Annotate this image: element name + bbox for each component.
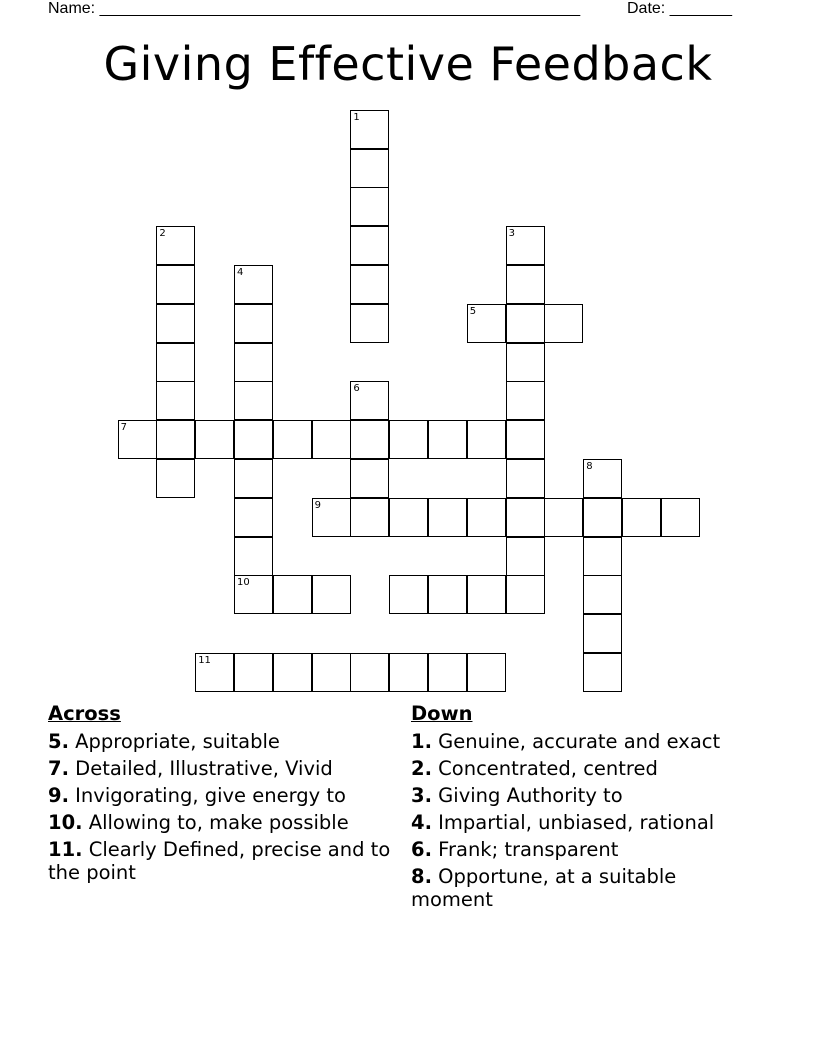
crossword-cell[interactable] <box>350 653 389 692</box>
clue-text: Opportune, at a suitable moment <box>411 865 677 911</box>
crossword-cell[interactable] <box>506 537 545 576</box>
crossword-cell[interactable] <box>467 653 506 692</box>
clue-text: Frank; transparent <box>431 838 619 861</box>
crossword-cell[interactable] <box>350 265 389 304</box>
cell-number: 11 <box>198 655 211 666</box>
clue-number: 3. <box>411 784 432 807</box>
crossword-cell[interactable] <box>544 498 583 537</box>
cell-number: 1 <box>353 111 360 123</box>
crossword-cell[interactable] <box>389 653 428 692</box>
crossword-cell[interactable] <box>389 420 428 459</box>
crossword-cell[interactable] <box>273 575 312 614</box>
crossword-cell[interactable] <box>350 110 389 149</box>
crossword-cell[interactable] <box>583 653 622 692</box>
clue-number: 5. <box>48 730 69 753</box>
crossword-cell[interactable] <box>506 226 545 265</box>
clue-down-1 <box>411 730 756 753</box>
crossword-cell[interactable] <box>428 575 467 614</box>
crossword-cell[interactable] <box>350 149 389 188</box>
crossword-cell[interactable] <box>312 498 351 537</box>
cell-number: 5 <box>469 305 477 317</box>
clue-down-3 <box>411 784 756 807</box>
cell-number: 9 <box>314 499 321 511</box>
date-line: Date: _______ <box>627 0 732 17</box>
crossword-cell[interactable] <box>350 226 389 265</box>
crossword-cell[interactable] <box>273 653 312 692</box>
crossword-cell[interactable] <box>312 575 351 614</box>
clue-number: 4. <box>411 811 432 834</box>
crossword-cell[interactable] <box>506 304 545 343</box>
crossword-cell[interactable] <box>156 343 195 382</box>
clue-number: 6. <box>411 838 432 861</box>
crossword-cell[interactable] <box>234 653 273 692</box>
clue-text: Appropriate, suitable <box>68 730 280 753</box>
crossword-cell[interactable] <box>428 498 467 537</box>
clue-text: Concentrated, centred <box>431 757 658 780</box>
clue-text: Detailed, Illustrative, Vivid <box>68 757 333 780</box>
crossword-cell[interactable] <box>350 459 389 498</box>
crossword-cell[interactable] <box>506 381 545 420</box>
crossword-cell[interactable] <box>661 498 700 537</box>
clue-down-8 <box>411 865 756 911</box>
crossword-cell[interactable] <box>389 498 428 537</box>
clue-text: Giving Authority to <box>431 784 623 807</box>
crossword-cell[interactable] <box>195 653 234 692</box>
crossword-cell[interactable] <box>234 381 273 420</box>
crossword-cell[interactable] <box>273 420 312 459</box>
crossword-cell[interactable] <box>234 420 273 459</box>
crossword-cell[interactable] <box>622 498 661 537</box>
cell-number: 7 <box>120 422 127 434</box>
crossword-cell[interactable] <box>544 304 583 343</box>
clue-text: Impartial, unbiased, rational <box>431 811 715 834</box>
crossword-cell[interactable] <box>350 420 389 459</box>
cell-number: 3 <box>508 228 515 240</box>
crossword-cell[interactable] <box>234 343 273 382</box>
crossword-cell[interactable] <box>583 575 622 614</box>
crossword-cell[interactable] <box>234 265 273 304</box>
clue-across-7 <box>48 757 398 780</box>
crossword-cell[interactable] <box>506 575 545 614</box>
cell-number: 10 <box>237 577 250 589</box>
crossword-cell[interactable] <box>156 459 195 498</box>
clue-down-6 <box>411 838 756 861</box>
crossword-cell[interactable] <box>506 459 545 498</box>
crossword-cell[interactable] <box>312 420 351 459</box>
cell-number: 8 <box>586 461 593 472</box>
crossword-cell[interactable] <box>389 575 428 614</box>
crossword-cell[interactable] <box>234 304 273 343</box>
crossword-cell[interactable] <box>583 498 622 537</box>
clue-text: Allowing to, make possible <box>82 811 349 834</box>
crossword-cell[interactable] <box>467 575 506 614</box>
clue-across-10 <box>48 811 398 834</box>
crossword-cell[interactable] <box>118 420 157 459</box>
clue-across-5 <box>48 730 398 753</box>
crossword-cell[interactable] <box>312 653 351 692</box>
clue-number: 8. <box>411 865 432 888</box>
clue-down-4 <box>411 811 756 834</box>
clue-across-9 <box>48 784 398 807</box>
crossword-cell[interactable] <box>156 226 195 265</box>
crossword-cell[interactable] <box>234 537 273 576</box>
crossword-cell[interactable] <box>350 187 389 226</box>
down-heading: Down <box>411 702 473 725</box>
clue-text: Clearly Defined, precise and to the point <box>48 838 391 884</box>
clue-number: 10. <box>48 811 83 834</box>
crossword-cell[interactable] <box>506 498 545 537</box>
crossword-cell[interactable] <box>506 420 545 459</box>
down-clues <box>411 702 756 915</box>
crossword-cell[interactable] <box>428 653 467 692</box>
across-clues <box>48 702 398 888</box>
cell-number: 4 <box>237 267 244 278</box>
crossword-cell[interactable] <box>583 459 622 498</box>
crossword-cell[interactable] <box>350 304 389 343</box>
crossword-cell[interactable] <box>428 420 467 459</box>
crossword-cell[interactable] <box>156 420 195 459</box>
crossword-cell[interactable] <box>583 537 622 576</box>
crossword-cell[interactable] <box>467 498 506 537</box>
clue-text: Invigorating, give energy to <box>68 784 346 807</box>
crossword-cell[interactable] <box>234 575 273 614</box>
clue-number: 9. <box>48 784 69 807</box>
cell-number: 2 <box>159 228 166 240</box>
crossword-cell[interactable] <box>350 381 389 420</box>
clue-text: Genuine, accurate and exact <box>431 730 721 753</box>
across-heading: Across <box>48 702 121 725</box>
clue-number: 11. <box>48 838 83 861</box>
clue-number: 1. <box>411 730 432 753</box>
crossword-cell[interactable] <box>467 304 506 343</box>
cell-number: 6 <box>353 383 360 395</box>
crossword-cell[interactable] <box>156 304 195 343</box>
crossword-cell[interactable] <box>234 498 273 537</box>
crossword-cell[interactable] <box>467 420 506 459</box>
name-line: Name: ______________________________________________________ <box>48 0 581 17</box>
crossword-cell[interactable] <box>583 614 622 653</box>
crossword-cell[interactable] <box>506 343 545 382</box>
crossword-cell[interactable] <box>156 381 195 420</box>
clue-number: 2. <box>411 757 432 780</box>
clue-number: 7. <box>48 757 69 780</box>
page-title: Giving Effective Feedback <box>103 37 713 91</box>
crossword-cell[interactable] <box>506 265 545 304</box>
crossword-cell[interactable] <box>234 459 273 498</box>
crossword-cell[interactable] <box>195 420 234 459</box>
crossword-cell[interactable] <box>156 265 195 304</box>
crossword-cell[interactable] <box>350 498 389 537</box>
clue-down-2 <box>411 757 756 780</box>
clue-across-11 <box>48 838 398 884</box>
